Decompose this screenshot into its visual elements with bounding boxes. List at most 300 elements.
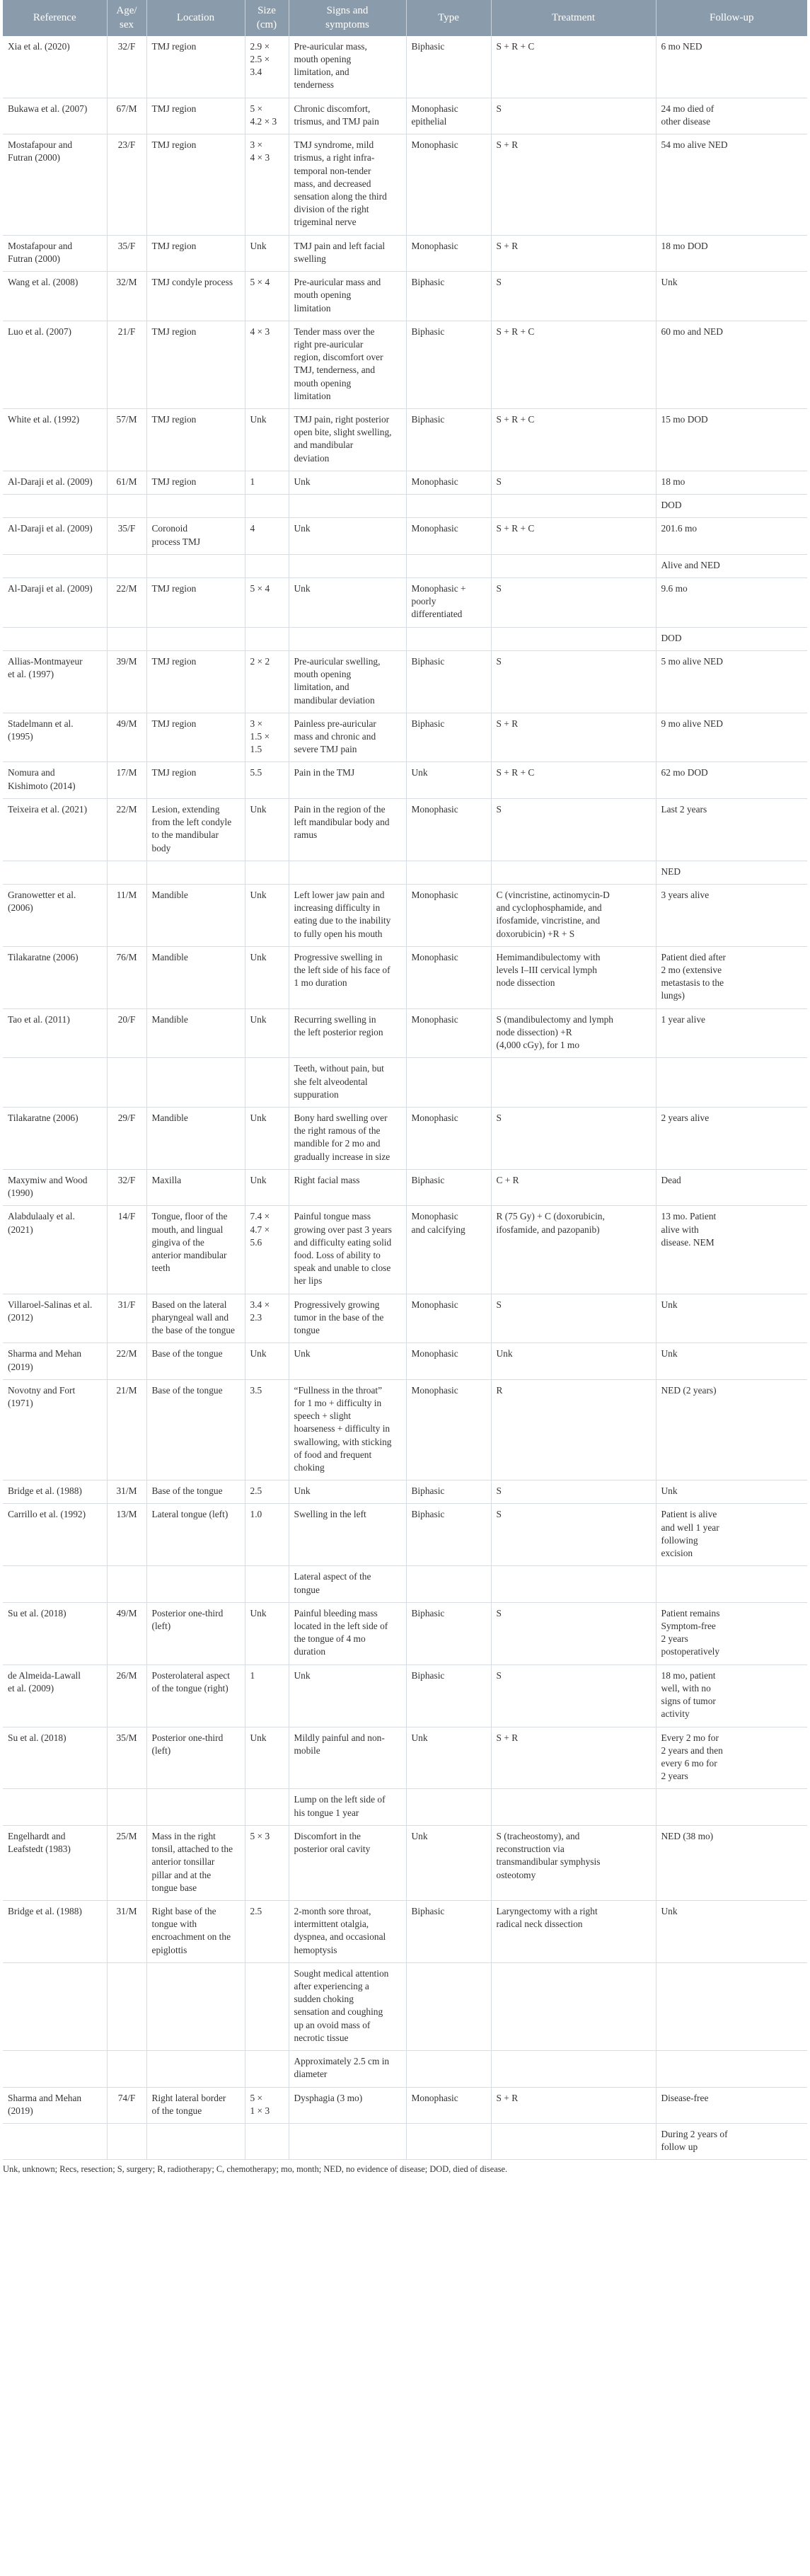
cell-size: 3.5: [245, 1379, 289, 1480]
cell-treatment: R: [491, 1379, 656, 1480]
table-row: [3, 884, 807, 946]
cell-age-sex: [107, 1058, 146, 1108]
cell-signs-symptoms: Approximately 2.5 cm in diameter: [289, 2051, 406, 2087]
cell-reference: Xia et al. (2020): [3, 36, 107, 98]
cell-age-sex: 22/M: [107, 798, 146, 861]
cell-size: 1.0: [245, 1504, 289, 1566]
cell-size: [245, 2124, 289, 2160]
table-row: [3, 1825, 807, 1900]
cell-signs-symptoms: Recurring swelling in the left posterior region: [289, 1008, 406, 1058]
cell-location: TMJ region: [146, 713, 245, 762]
cell-reference: Granowetter et al. (2006): [3, 884, 107, 946]
cell-treatment: [491, 861, 656, 884]
cell-type: [406, 495, 491, 518]
cell-size: 5 × 3: [245, 1825, 289, 1900]
cell-location: TMJ region: [146, 36, 245, 98]
cell-reference: Novotny and Fort (1971): [3, 1379, 107, 1480]
table-row: [3, 554, 807, 577]
cell-treatment: S: [491, 272, 656, 321]
cell-signs-symptoms: Chronic discomfort, trismus, and TMJ pain: [289, 98, 406, 134]
cell-type: Monophasic: [406, 1294, 491, 1343]
cell-location: Mandible: [146, 1108, 245, 1170]
cell-follow-up: [656, 1962, 807, 2050]
cell-signs-symptoms: Bony hard swelling over the right ramous of the mandible for 2 mo and gradually increase in size: [289, 1108, 406, 1170]
cell-reference: Al-Daraji et al. (2009): [3, 471, 107, 494]
cell-treatment: S + R + C: [491, 409, 656, 471]
cell-size: Unk: [245, 946, 289, 1008]
cell-follow-up: 18 mo: [656, 471, 807, 494]
cell-size: Unk: [245, 798, 289, 861]
table-row: [3, 1058, 807, 1108]
cell-location: Coronoid process TMJ: [146, 518, 245, 554]
cell-size: Unk: [245, 1008, 289, 1058]
cell-type: Biphasic: [406, 713, 491, 762]
cell-signs-symptoms: Left lower jaw pain and increasing difficulty in eating due to the inability to fully open his mouth: [289, 884, 406, 946]
cell-treatment: S: [491, 1664, 656, 1727]
table-row: [3, 1480, 807, 1504]
cell-location: Right lateral border of the tongue: [146, 2087, 245, 2123]
cell-age-sex: [107, 861, 146, 884]
cell-type: Biphasic: [406, 1602, 491, 1664]
cell-treatment: S + R: [491, 134, 656, 236]
cell-treatment: Unk: [491, 1343, 656, 1379]
cell-treatment: [491, 1058, 656, 1108]
table-row: [3, 1727, 807, 1789]
table-row: [3, 650, 807, 713]
cell-follow-up: DOD: [656, 495, 807, 518]
table-row: [3, 1504, 807, 1566]
table-row: [3, 36, 807, 98]
cell-treatment: S (mandibulectomy and lymph node dissection) +R (4,000 cGy), for 1 mo: [491, 1008, 656, 1058]
table-row: [3, 1108, 807, 1170]
cell-treatment: S: [491, 1504, 656, 1566]
table-row: [3, 627, 807, 650]
cell-size: Unk: [245, 235, 289, 271]
cell-type: Biphasic: [406, 1900, 491, 1962]
cell-age-sex: 32/F: [107, 1169, 146, 1205]
cell-type: [406, 627, 491, 650]
cell-reference: Stadelmann et al. (1995): [3, 713, 107, 762]
cell-signs-symptoms: Unk: [289, 518, 406, 554]
cell-age-sex: 23/F: [107, 134, 146, 236]
cell-signs-symptoms: Tender mass over the right pre-auricular region, discomfort over TMJ, tenderness, and mouth opening limitation: [289, 321, 406, 408]
table-row: [3, 578, 807, 628]
cell-signs-symptoms: Unk: [289, 1480, 406, 1504]
cell-age-sex: 39/M: [107, 650, 146, 713]
table-row: [3, 798, 807, 861]
cell-age-sex: [107, 554, 146, 577]
cell-type: Biphasic: [406, 409, 491, 471]
cell-signs-symptoms: Lateral aspect of the tongue: [289, 1566, 406, 1602]
cell-signs-symptoms: Pre-auricular swelling, mouth opening limitation, and mandibular deviation: [289, 650, 406, 713]
cell-size: Unk: [245, 1727, 289, 1789]
cell-age-sex: 35/F: [107, 518, 146, 554]
header-reference: Reference: [3, 0, 107, 36]
cell-follow-up: 62 mo DOD: [656, 762, 807, 798]
table-row: [3, 1343, 807, 1379]
cell-reference: Bukawa et al. (2007): [3, 98, 107, 134]
table-row: [3, 1206, 807, 1294]
table-row: [3, 861, 807, 884]
cell-reference: de Almeida-Lawall et al. (2009): [3, 1664, 107, 1727]
cell-follow-up: Patient is alive and well 1 year following excision: [656, 1504, 807, 1566]
table-row: [3, 1900, 807, 1962]
cell-treatment: S: [491, 471, 656, 494]
cell-location: [146, 495, 245, 518]
cell-type: Biphasic: [406, 36, 491, 98]
table-row: [3, 471, 807, 494]
cell-follow-up: 9.6 mo: [656, 578, 807, 628]
cell-follow-up: Patient remains Symptom-free 2 years postoperatively: [656, 1602, 807, 1664]
cell-type: Biphasic: [406, 1480, 491, 1504]
cell-age-sex: [107, 2124, 146, 2160]
cell-age-sex: [107, 1789, 146, 1825]
cell-age-sex: 13/M: [107, 1504, 146, 1566]
cell-size: Unk: [245, 1108, 289, 1170]
cell-location: [146, 1962, 245, 2050]
cell-treatment: [491, 2051, 656, 2087]
cell-type: Monophasic: [406, 1343, 491, 1379]
cell-type: Monophasic: [406, 1108, 491, 1170]
cell-reference: Bridge et al. (1988): [3, 1900, 107, 1962]
cell-type: Monophasic: [406, 518, 491, 554]
cell-location: Mandible: [146, 884, 245, 946]
table-row: [3, 1664, 807, 1727]
cell-type: Monophasic and calcifying: [406, 1206, 491, 1294]
cell-location: TMJ condyle process: [146, 272, 245, 321]
cell-age-sex: 31/M: [107, 1900, 146, 1962]
cell-follow-up: 15 mo DOD: [656, 409, 807, 471]
cell-follow-up: 1 year alive: [656, 1008, 807, 1058]
header-location: Location: [146, 0, 245, 36]
cell-size: 2.5: [245, 1480, 289, 1504]
cell-reference: [3, 554, 107, 577]
cell-age-sex: 32/M: [107, 272, 146, 321]
cell-signs-symptoms: Pre-auricular mass and mouth opening limitation: [289, 272, 406, 321]
cell-signs-symptoms: [289, 554, 406, 577]
cell-treatment: S: [491, 798, 656, 861]
cell-follow-up: 18 mo, patient well, with no signs of tumor activity: [656, 1664, 807, 1727]
cell-reference: Mostafapour and Futran (2000): [3, 235, 107, 271]
cell-signs-symptoms: [289, 861, 406, 884]
table-footnote: Unk, unknown; Recs, resection; S, surgery; R, radiotherapy; C, chemotherapy; mo, month; NED, no evidence of disease; DOD, died of disease.: [3, 2164, 508, 2175]
table-row: [3, 1169, 807, 1205]
cell-signs-symptoms: Teeth, without pain, but she felt alveodental suppuration: [289, 1058, 406, 1108]
cell-location: TMJ region: [146, 578, 245, 628]
cell-signs-symptoms: 2-month sore throat, intermittent otalgia, dyspnea, and occasional hemoptysis: [289, 1900, 406, 1962]
cell-signs-symptoms: Lump on the left side of his tongue 1 year: [289, 1789, 406, 1825]
cell-size: 3.4 × 2.3: [245, 1294, 289, 1343]
cell-size: 4 × 3: [245, 321, 289, 408]
cell-follow-up: Alive and NED: [656, 554, 807, 577]
cell-location: Posterior one-third (left): [146, 1727, 245, 1789]
cell-location: Base of the tongue: [146, 1379, 245, 1480]
cell-reference: Al-Daraji et al. (2009): [3, 518, 107, 554]
cell-type: Monophasic epithelial: [406, 98, 491, 134]
cell-treatment: S + R: [491, 1727, 656, 1789]
cell-treatment: [491, 1789, 656, 1825]
cell-signs-symptoms: Unk: [289, 1664, 406, 1727]
cell-signs-symptoms: Progressive swelling in the left side of his face of 1 mo duration: [289, 946, 406, 1008]
cell-signs-symptoms: Pain in the TMJ: [289, 762, 406, 798]
cell-reference: [3, 1058, 107, 1108]
cell-size: Unk: [245, 1343, 289, 1379]
header-treatment: Treatment: [491, 0, 656, 36]
cell-reference: Tilakaratne (2006): [3, 1108, 107, 1170]
cell-follow-up: Last 2 years: [656, 798, 807, 861]
header-size: Size (cm): [245, 0, 289, 36]
cell-location: [146, 1789, 245, 1825]
cell-treatment: [491, 1566, 656, 1602]
cell-signs-symptoms: Pain in the region of the left mandibular body and ramus: [289, 798, 406, 861]
cell-type: Unk: [406, 1727, 491, 1789]
cell-type: Unk: [406, 1825, 491, 1900]
cell-follow-up: During 2 years of follow up: [656, 2124, 807, 2160]
cell-type: Monophasic: [406, 884, 491, 946]
cell-follow-up: 60 mo and NED: [656, 321, 807, 408]
cell-size: 5 × 4.2 × 3: [245, 98, 289, 134]
table-row: [3, 1789, 807, 1825]
cell-size: [245, 1962, 289, 2050]
cell-follow-up: 201.6 mo: [656, 518, 807, 554]
cell-type: Monophasic: [406, 1008, 491, 1058]
cell-age-sex: [107, 627, 146, 650]
cell-reference: [3, 1962, 107, 2050]
table-row: [3, 2051, 807, 2087]
cell-signs-symptoms: Progressively growing tumor in the base of the tongue: [289, 1294, 406, 1343]
cell-reference: Su et al. (2018): [3, 1602, 107, 1664]
cell-signs-symptoms: Pre-auricular mass, mouth opening limitation, and tenderness: [289, 36, 406, 98]
cell-reference: Allias-Montmayeur et al. (1997): [3, 650, 107, 713]
cell-age-sex: [107, 2051, 146, 2087]
cell-follow-up: [656, 1058, 807, 1108]
table-row: [3, 98, 807, 134]
table-row: [3, 713, 807, 762]
cell-treatment: S: [491, 1480, 656, 1504]
header-age-sex: Age/ sex: [107, 0, 146, 36]
case-table: [3, 0, 807, 2160]
cell-reference: [3, 2124, 107, 2160]
cell-follow-up: 54 mo alive NED: [656, 134, 807, 236]
cell-location: TMJ region: [146, 762, 245, 798]
cell-age-sex: [107, 495, 146, 518]
cell-type: [406, 2124, 491, 2160]
cell-signs-symptoms: Swelling in the left: [289, 1504, 406, 1566]
cell-reference: Luo et al. (2007): [3, 321, 107, 408]
cell-follow-up: NED: [656, 861, 807, 884]
cell-size: 3 × 1.5 × 1.5: [245, 713, 289, 762]
cell-reference: [3, 2051, 107, 2087]
cell-size: [245, 861, 289, 884]
cell-age-sex: 17/M: [107, 762, 146, 798]
cell-reference: Teixeira et al. (2021): [3, 798, 107, 861]
cell-reference: White et al. (1992): [3, 409, 107, 471]
cell-reference: Su et al. (2018): [3, 1727, 107, 1789]
table-body: [3, 36, 807, 2160]
cell-reference: Tao et al. (2011): [3, 1008, 107, 1058]
cell-size: 5.5: [245, 762, 289, 798]
header-type: Type: [406, 0, 491, 36]
cell-follow-up: [656, 1789, 807, 1825]
cell-follow-up: [656, 2051, 807, 2087]
header-follow-up: Follow-up: [656, 0, 807, 36]
table-row: [3, 272, 807, 321]
cell-treatment: C + R: [491, 1169, 656, 1205]
cell-age-sex: [107, 1566, 146, 1602]
cell-location: [146, 2124, 245, 2160]
cell-signs-symptoms: Dysphagia (3 mo): [289, 2087, 406, 2123]
cell-follow-up: 3 years alive: [656, 884, 807, 946]
cell-age-sex: 76/M: [107, 946, 146, 1008]
cell-reference: Wang et al. (2008): [3, 272, 107, 321]
cell-age-sex: 25/M: [107, 1825, 146, 1900]
cell-type: Monophasic + poorly differentiated: [406, 578, 491, 628]
cell-reference: Alabdulaaly et al. (2021): [3, 1206, 107, 1294]
cell-signs-symptoms: Sought medical attention after experiencing a sudden choking sensation and coughing up an ovoid mass of necrotic tissue: [289, 1962, 406, 2050]
cell-age-sex: 74/F: [107, 2087, 146, 2123]
cell-age-sex: 49/M: [107, 713, 146, 762]
cell-treatment: S: [491, 578, 656, 628]
table-row: [3, 2124, 807, 2160]
cell-type: [406, 861, 491, 884]
cell-type: Biphasic: [406, 1169, 491, 1205]
cell-type: [406, 1789, 491, 1825]
cell-location: Mandible: [146, 1008, 245, 1058]
table-header-row: [3, 0, 807, 36]
cell-location: TMJ region: [146, 98, 245, 134]
cell-size: 7.4 × 4.7 × 5.6: [245, 1206, 289, 1294]
cell-reference: [3, 1566, 107, 1602]
cell-size: [245, 1789, 289, 1825]
cell-type: Biphasic: [406, 272, 491, 321]
cell-follow-up: DOD: [656, 627, 807, 650]
cell-follow-up: [656, 1566, 807, 1602]
cell-size: 2.5: [245, 1900, 289, 1962]
cell-signs-symptoms: Unk: [289, 1343, 406, 1379]
cell-signs-symptoms: Right facial mass: [289, 1169, 406, 1205]
table-row: [3, 2087, 807, 2123]
cell-follow-up: NED (38 mo): [656, 1825, 807, 1900]
cell-signs-symptoms: Mildly painful and non- mobile: [289, 1727, 406, 1789]
cell-signs-symptoms: Unk: [289, 471, 406, 494]
cell-age-sex: 22/M: [107, 1343, 146, 1379]
cell-location: TMJ region: [146, 321, 245, 408]
table-row: [3, 321, 807, 408]
cell-size: [245, 554, 289, 577]
cell-size: 5 × 4: [245, 578, 289, 628]
cell-age-sex: 31/F: [107, 1294, 146, 1343]
cell-follow-up: Patient died after 2 mo (extensive metastasis to the lungs): [656, 946, 807, 1008]
cell-location: TMJ region: [146, 134, 245, 236]
cell-signs-symptoms: TMJ pain and left facial swelling: [289, 235, 406, 271]
cell-signs-symptoms: “Fullness in the throat” for 1 mo + difficulty in speech + slight hoarseness + difficulty in swallowing, with sticking of food and frequent choking: [289, 1379, 406, 1480]
cell-signs-symptoms: [289, 627, 406, 650]
cell-treatment: [491, 554, 656, 577]
cell-age-sex: 11/M: [107, 884, 146, 946]
cell-treatment: S (tracheostomy), and reconstruction via transmandibular symphysis osteotomy: [491, 1825, 656, 1900]
cell-size: [245, 1058, 289, 1108]
cell-type: Monophasic: [406, 2087, 491, 2123]
table-row: [3, 1566, 807, 1602]
cell-follow-up: Unk: [656, 1900, 807, 1962]
cell-follow-up: Disease-free: [656, 2087, 807, 2123]
cell-treatment: S + R + C: [491, 321, 656, 408]
cell-treatment: S: [491, 650, 656, 713]
cell-size: 1: [245, 1664, 289, 1727]
cell-location: Tongue, floor of the mouth, and lingual gingiva of the anterior mandibular teeth: [146, 1206, 245, 1294]
cell-reference: Maxymiw and Wood (1990): [3, 1169, 107, 1205]
cell-size: 5 × 1 × 3: [245, 2087, 289, 2123]
cell-type: Monophasic: [406, 946, 491, 1008]
cell-location: [146, 554, 245, 577]
table-row: [3, 946, 807, 1008]
cell-age-sex: 21/M: [107, 1379, 146, 1480]
cell-follow-up: 9 mo alive NED: [656, 713, 807, 762]
cell-age-sex: 20/F: [107, 1008, 146, 1058]
cell-follow-up: 2 years alive: [656, 1108, 807, 1170]
cell-treatment: [491, 495, 656, 518]
table-row: [3, 1602, 807, 1664]
cell-size: 2 × 2: [245, 650, 289, 713]
cell-size: Unk: [245, 1602, 289, 1664]
cell-follow-up: 18 mo DOD: [656, 235, 807, 271]
cell-signs-symptoms: Painful tongue mass growing over past 3 years and difficulty eating solid food. Loss of ability to speak and unable to close her lips: [289, 1206, 406, 1294]
cell-signs-symptoms: [289, 495, 406, 518]
header-signs-symptoms: Signs and symptoms: [289, 0, 406, 36]
cell-follow-up: Every 2 mo for 2 years and then every 6 mo for 2 years: [656, 1727, 807, 1789]
cell-treatment: S + R: [491, 713, 656, 762]
table-row: [3, 1379, 807, 1480]
cell-treatment: S: [491, 1294, 656, 1343]
cell-treatment: S: [491, 1108, 656, 1170]
cell-location: [146, 861, 245, 884]
cell-size: 2.9 × 2.5 × 3.4: [245, 36, 289, 98]
cell-size: 3 × 4 × 3: [245, 134, 289, 236]
cell-location: Maxilla: [146, 1169, 245, 1205]
cell-follow-up: NED (2 years): [656, 1379, 807, 1480]
cell-reference: [3, 861, 107, 884]
cell-type: Monophasic: [406, 134, 491, 236]
cell-reference: Al-Daraji et al. (2009): [3, 578, 107, 628]
cell-age-sex: [107, 1962, 146, 2050]
cell-reference: [3, 495, 107, 518]
cell-treatment: R (75 Gy) + C (doxorubicin, ifosfamide, and pazopanib): [491, 1206, 656, 1294]
cell-location: TMJ region: [146, 650, 245, 713]
table-row: [3, 134, 807, 236]
cell-follow-up: 5 mo alive NED: [656, 650, 807, 713]
cell-treatment: S + R + C: [491, 762, 656, 798]
cell-reference: Villaroel-Salinas et al. (2012): [3, 1294, 107, 1343]
cell-size: [245, 2051, 289, 2087]
table-row: [3, 235, 807, 271]
cell-type: Biphasic: [406, 1504, 491, 1566]
cell-size: 1: [245, 471, 289, 494]
cell-follow-up: Dead: [656, 1169, 807, 1205]
cell-treatment: Laryngectomy with a right radical neck dissection: [491, 1900, 656, 1962]
table-row: [3, 762, 807, 798]
cell-size: [245, 627, 289, 650]
cell-size: 4: [245, 518, 289, 554]
cell-location: Lesion, extending from the left condyle to the mandibular body: [146, 798, 245, 861]
cell-location: TMJ region: [146, 471, 245, 494]
cell-treatment: S: [491, 1602, 656, 1664]
table-row: [3, 1294, 807, 1343]
cell-treatment: C (vincristine, actinomycin-D and cyclophosphamide, and ifosfamide, vincristine, and doxorubicin) +R + S: [491, 884, 656, 946]
table-row: [3, 518, 807, 554]
cell-type: [406, 554, 491, 577]
cell-location: Base of the tongue: [146, 1343, 245, 1379]
cell-location: Mandible: [146, 946, 245, 1008]
